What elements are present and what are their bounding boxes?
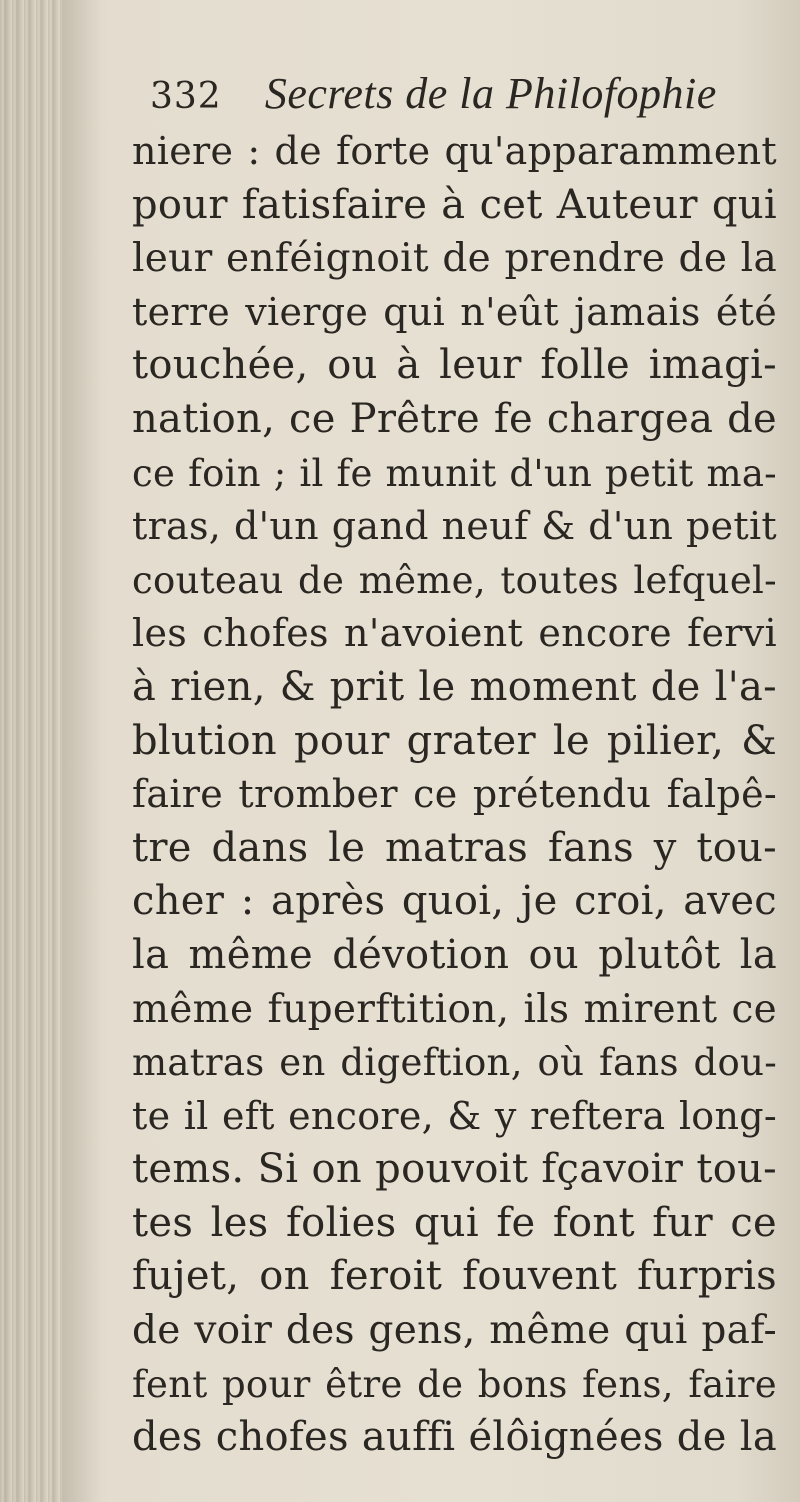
page-gutter-edge	[0, 0, 62, 1502]
text-line: cher : après quoi, je croi, avec	[132, 878, 777, 925]
text-line: la même dévotion ou plutôt la	[132, 931, 777, 978]
text-line: fujet, on feroit fouvent furpris	[132, 1253, 777, 1300]
text-line: te il eft encore, & y reftera long-	[132, 1093, 777, 1138]
text-line: matras en digeftion, où fans dou-	[132, 1041, 777, 1085]
text-line: de voir des gens, même qui paf-	[132, 1308, 777, 1354]
running-head	[150, 68, 770, 128]
body-text	[132, 125, 777, 1465]
text-line: faire tromber ce prétendu falpê-	[132, 772, 777, 817]
text-line: couteau de même, toutes lefquel-	[132, 558, 777, 602]
text-line: tems. Si on pouvoit fçavoir tou-	[132, 1146, 777, 1193]
text-line: tre dans le matras fans y tou-	[132, 824, 777, 871]
text-line: même fuperftition, ils mirent ce	[132, 986, 777, 1032]
text-line: blution pour grater le pilier, &	[132, 717, 777, 764]
text-line: tras, d'un gand neuf & d'un petit	[132, 504, 777, 549]
text-line: fent pour être de bons fens, faire	[132, 1362, 777, 1406]
text-line: tes les folies qui fe font fur ce	[132, 1199, 777, 1246]
text-line: niere : de forte qu'apparamment	[132, 129, 777, 173]
text-line: terre vierge qui n'eût jamais été	[132, 289, 777, 334]
gutter-shadow	[62, 0, 102, 1502]
text-line: les chofes n'avoient encore fervi	[132, 611, 777, 656]
running-title: Secrets de la Philofophie	[264, 69, 717, 118]
text-line: touchée, ou à leur folle imagi-	[132, 342, 777, 389]
text-line: pour fatisfaire à cet Auteur qui	[132, 181, 777, 228]
page-number: 332	[150, 76, 222, 117]
text-line: des chofes auffi élôignées de la	[132, 1414, 777, 1461]
text-line: à rien, & prit le moment de l'a-	[132, 663, 777, 710]
text-line: leur enféignoit de prendre de la	[132, 236, 777, 282]
text-line: nation, ce Prêtre fe chargea de	[132, 395, 777, 442]
text-line: ce foin ; il fe munit d'un petit ma-	[132, 451, 777, 495]
